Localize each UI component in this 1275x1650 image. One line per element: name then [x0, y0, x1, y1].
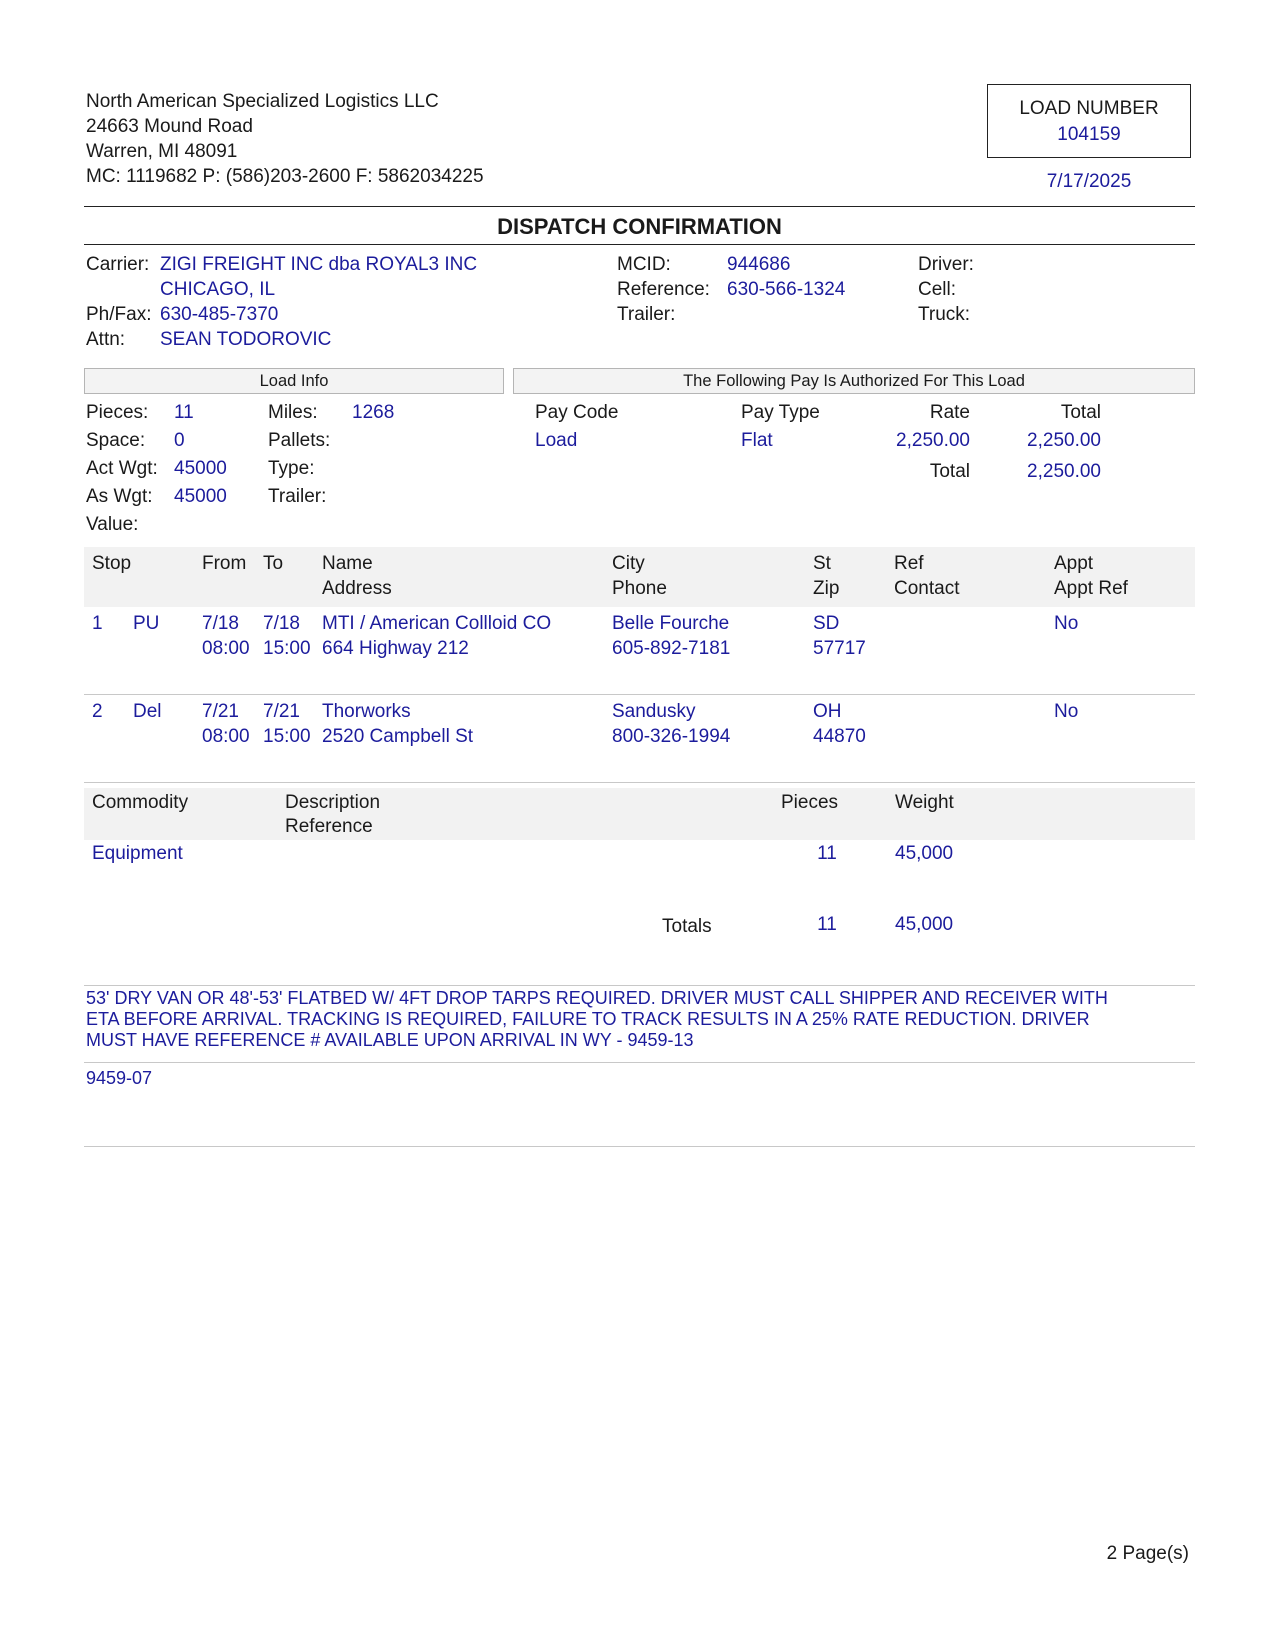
stop-from-date: 7/18: [202, 613, 239, 634]
aswgt-value: 45000: [174, 486, 227, 507]
stop-type: PU: [133, 613, 160, 634]
stop-col-header: Stop: [92, 553, 132, 574]
stop-city: Belle Fourche: [612, 613, 730, 634]
stop-to-time: 15:00: [263, 638, 311, 659]
actwgt-label: Act Wgt:: [86, 458, 158, 479]
notes-top-rule: [84, 985, 1195, 986]
zip-col-header: Zip: [813, 578, 840, 599]
pay-type-header: Pay Type: [741, 402, 820, 423]
stop-appt: No: [1054, 701, 1079, 722]
miles-label: Miles:: [268, 402, 318, 423]
pay-row-total: 2,250.00: [1027, 430, 1101, 451]
stop-from-date: 7/21: [202, 701, 239, 722]
company-street: 24663 Mound Road: [86, 116, 253, 137]
rate-value: 2,250.00: [896, 430, 970, 451]
notes-line-1: 53' DRY VAN OR 48'-53' FLATBED W/ 4FT DROP TARPS REQUIRED. DRIVER MUST CALL SHIPPER AND RECEIVER WITH: [86, 988, 1108, 1008]
stop-state: OH: [813, 701, 842, 722]
notes-line-2: ETA BEFORE ARRIVAL. TRACKING IS REQUIRED, FAILURE TO TRACK RESULTS IN A 25% RATE REDUCTION. DRIVER: [86, 1009, 1090, 1029]
stop-name: MTI / American Collloid CO: [322, 613, 552, 634]
title-bottom-rule: [84, 244, 1195, 245]
page-title: DISPATCH CONFIRMATION: [497, 214, 782, 239]
document-date: 7/17/2025: [1046, 171, 1132, 192]
totals-weight: 45,000: [895, 914, 954, 935]
load-number-box: [987, 84, 1191, 158]
stop-phone: 605-892-7181: [612, 638, 731, 659]
aswgt-label: As Wgt:: [86, 486, 153, 507]
stop-name: Thorworks: [322, 701, 411, 722]
pay-header: The Following Pay Is Authorized For This Load: [513, 368, 1195, 394]
company-city-state: Warren, MI 48091: [86, 141, 238, 162]
type-label: Type:: [268, 458, 315, 479]
rate-header: Rate: [929, 402, 970, 423]
reference-value: 630-566-1324: [727, 279, 846, 300]
mcid-value: 944686: [727, 254, 791, 275]
stop-type: Del: [133, 701, 162, 722]
appt-ref-col-header: Appt Ref: [1054, 578, 1128, 599]
value-label: Value:: [86, 514, 139, 535]
stop-appt: No: [1054, 613, 1079, 634]
stops-bottom-rule: [84, 782, 1195, 783]
attn-value: SEAN TODOROVIC: [160, 329, 332, 350]
st-col-header: St: [813, 553, 831, 574]
weight-col-header: Weight: [895, 792, 954, 813]
city-col-header: City: [612, 553, 645, 574]
stop-from-time: 08:00: [202, 638, 250, 659]
trailer-label: Trailer:: [617, 304, 676, 325]
stop-divider: [84, 694, 1195, 695]
pieces-col-header: Pieces: [781, 792, 839, 813]
notes-bottom-rule: [84, 1146, 1195, 1147]
pay-total-label: Total: [929, 461, 970, 482]
stop-number: 2: [92, 701, 103, 722]
miles-value: 1268: [352, 402, 395, 423]
address-col-header: Address: [322, 578, 392, 599]
company-name: North American Specialized Logistics LLC: [86, 91, 439, 112]
stop-to-date: 7/18: [263, 613, 300, 634]
commodity-weight: 45,000: [895, 843, 954, 864]
pallets-label: Pallets:: [268, 430, 331, 451]
load-trailer-label: Trailer:: [268, 486, 327, 507]
company-contact-line: MC: 1119682 P: (586)203-2600 F: 5862034225: [86, 166, 484, 187]
load-info-header: Load Info: [84, 368, 504, 394]
commodity-pieces: 11: [817, 843, 837, 864]
from-col-header: From: [202, 553, 247, 574]
commodity-header-bg: [84, 788, 1195, 840]
carrier-name: ZIGI FREIGHT INC dba ROYAL3 INC: [160, 254, 478, 275]
load-number-label: LOAD NUMBER: [1019, 98, 1159, 119]
space-value: 0: [174, 430, 185, 451]
stop-to-date: 7/21: [263, 701, 300, 722]
total-header: Total: [1060, 402, 1101, 423]
stop-city: Sandusky: [612, 701, 696, 722]
contact-col-header: Contact: [894, 578, 960, 599]
commodity-name: Equipment: [92, 843, 183, 864]
title-top-rule: [84, 206, 1195, 207]
pay-grand-total: 2,250.00: [1027, 461, 1101, 482]
space-label: Space:: [86, 430, 146, 451]
pieces-label: Pieces:: [86, 402, 149, 423]
pay-type-value: Flat: [741, 430, 773, 451]
pieces-value: 11: [174, 402, 194, 423]
page-count: 2 Page(s): [1106, 1543, 1189, 1564]
carrier-label: Carrier:: [86, 254, 150, 275]
stop-zip: 44870: [813, 726, 866, 747]
load-number: 104159: [1057, 124, 1121, 145]
stop-address: 2520 Campbell St: [322, 726, 474, 747]
reference-label: Reference:: [617, 279, 710, 300]
to-col-header: To: [263, 553, 284, 574]
notes-code: 9459-07: [86, 1068, 153, 1088]
carrier-city: CHICAGO, IL: [160, 279, 276, 300]
truck-label: Truck:: [918, 304, 971, 325]
stop-phone: 800-326-1994: [612, 726, 731, 747]
description-col-header: Description: [285, 792, 381, 813]
totals-label: Totals: [662, 916, 712, 937]
pay-code-header: Pay Code: [535, 402, 619, 423]
ref-col-header: Ref: [894, 553, 924, 574]
mcid-label: MCID:: [617, 254, 671, 275]
stop-state: SD: [813, 613, 840, 634]
phfax-value: 630-485-7370: [160, 304, 279, 325]
name-col-header: Name: [322, 553, 373, 574]
phone-col-header: Phone: [612, 578, 667, 599]
cell-label: Cell:: [918, 279, 957, 300]
notes-divider: [84, 1062, 1195, 1063]
pay-code-value: Load: [535, 430, 578, 451]
stop-number: 1: [92, 613, 103, 634]
stop-zip: 57717: [813, 638, 866, 659]
driver-label: Driver:: [918, 254, 974, 275]
stop-address: 664 Highway 212: [322, 638, 469, 659]
attn-label: Attn:: [86, 329, 126, 350]
stop-to-time: 15:00: [263, 726, 311, 747]
commodity-col-header: Commodity: [92, 792, 189, 813]
stop-from-time: 08:00: [202, 726, 250, 747]
actwgt-value: 45000: [174, 458, 227, 479]
totals-pieces: 11: [817, 914, 837, 935]
reference-col-header: Reference: [285, 816, 373, 837]
notes-line-3: MUST HAVE REFERENCE # AVAILABLE UPON ARRIVAL IN WY - 9459-13: [86, 1030, 694, 1050]
appt-col-header: Appt: [1054, 553, 1094, 574]
phfax-label: Ph/Fax:: [86, 304, 152, 325]
